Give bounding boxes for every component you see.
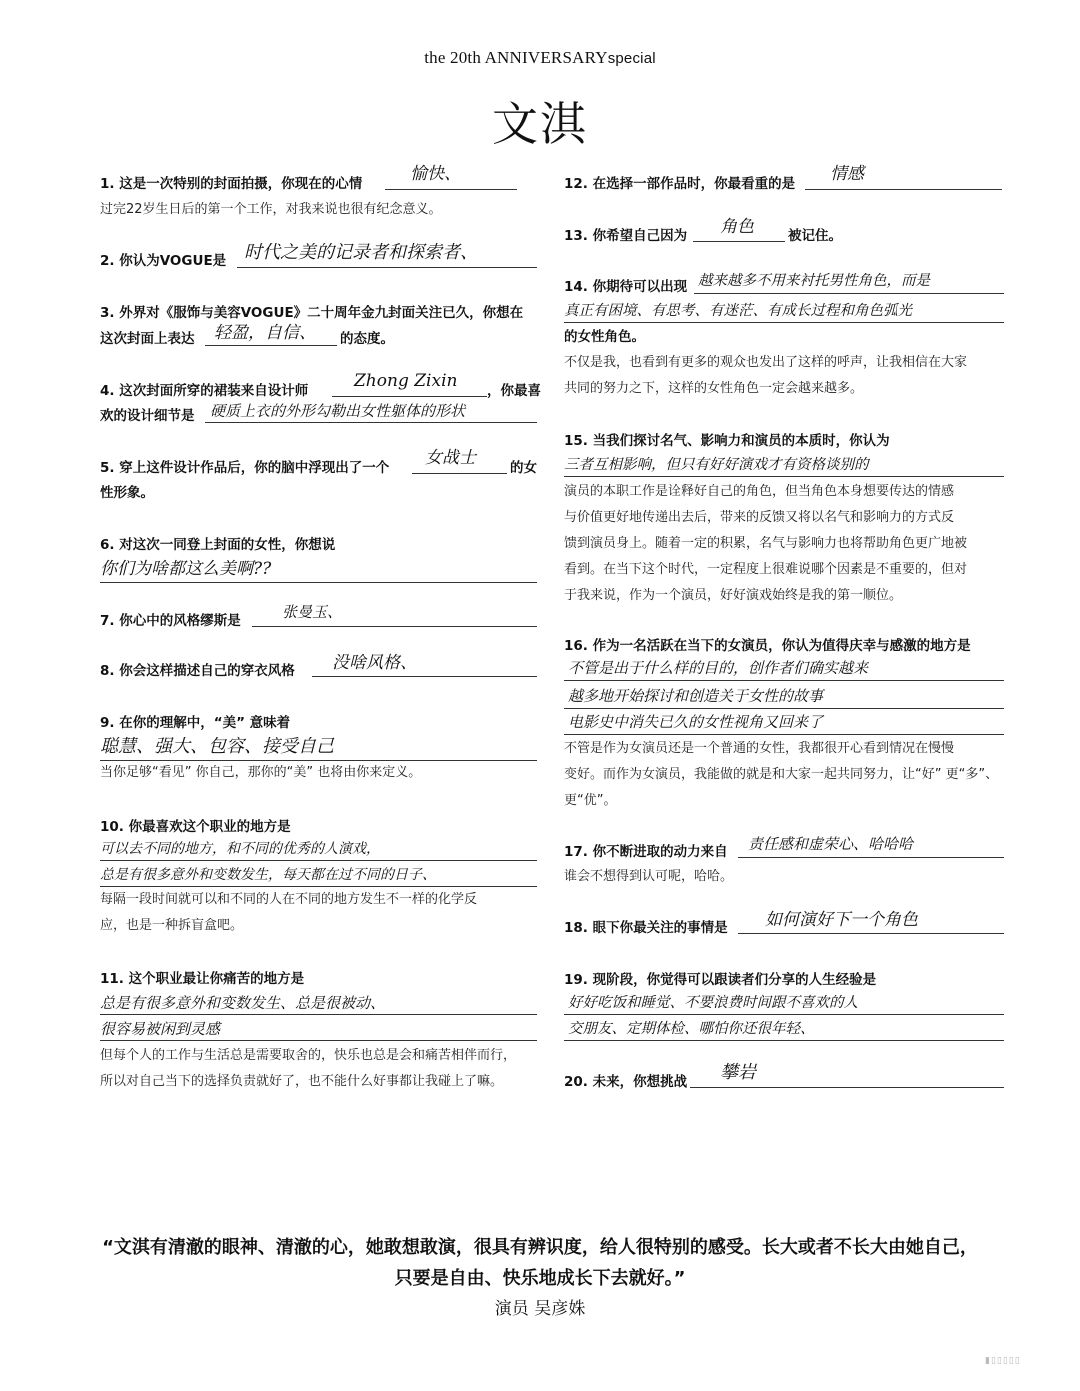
answer-19-line1: 好好吃饭和睡觉、不要浪费时间跟不喜欢的人 (568, 995, 858, 1011)
answer-11-line2: 很容易被闲到灵感 (100, 1020, 221, 1038)
question-20: 20. 未来，你想挑战 (564, 1074, 688, 1090)
answer-line (100, 760, 537, 761)
question-7: 7. 你心中的风格缪斯是 (100, 613, 241, 629)
answer-line (738, 857, 1004, 858)
answer-line (252, 626, 537, 627)
question-4-line1-end: ，你最喜 (487, 383, 541, 399)
note-1: 过完22岁生日后的第一个工作，对我来说也很有纪念意义。 (100, 202, 442, 217)
note-14-line2: 共同的努力之下，这样的女性角色一定会越来越多。 (564, 381, 864, 396)
answer-line (205, 345, 337, 346)
question-19: 19. 现阶段，你觉得可以跟读者们分享的人生经验是 (564, 972, 877, 988)
answer-line (332, 396, 487, 397)
answer-line (564, 734, 1004, 735)
header-number: 20th (450, 48, 482, 67)
answer-line (385, 189, 517, 190)
note-15-line1: 演员的本职工作是诠释好自己的角色，但当角色本身想要传达的情感 (564, 484, 955, 499)
answer-line (738, 933, 1004, 934)
question-10: 10. 你最喜欢这个职业的地方是 (100, 819, 291, 835)
question-11: 11. 这个职业最让你痛苦的地方是 (100, 971, 305, 987)
question-3-line1: 3. 外界对《服饰与美容VOGUE》二十周年金九封面关注已久，你想在 (100, 305, 524, 321)
answer-line (564, 680, 1004, 681)
quote-attribution: 演员 吴彦姝 (494, 1299, 586, 1319)
answer-line (690, 1087, 1004, 1088)
answer-17: 责任感和虚荣心、哈哈哈 (748, 835, 914, 853)
answer-line (100, 1014, 537, 1015)
question-13: 13. 你希望自己因为 (564, 228, 688, 244)
question-9: 9. 在你的理解中，“美” 意味着 (100, 715, 291, 731)
answer-line (564, 708, 1004, 709)
answer-line (564, 1014, 1004, 1015)
answer-16-line3: 电影史中消失已久的女性视角又回来了 (568, 713, 824, 731)
note-17: 谁会不想得到认可呢，哈哈。 (564, 869, 734, 884)
question-15: 15. 当我们探讨名气、影响力和演员的本质时，你认为 (564, 433, 890, 449)
answer-line (694, 293, 1004, 294)
answer-20: 攀岩 (720, 1062, 756, 1083)
answer-line (412, 473, 507, 474)
question-5-line2: 性形象。 (100, 485, 154, 501)
note-9: 当你足够“看见” 你自己，那你的“美” 也将由你来定义。 (100, 765, 422, 780)
answer-18: 如何演好下一个角色 (765, 910, 918, 930)
question-6: 6. 对这次一同登上封面的女性，你想说 (100, 537, 336, 553)
header-anniversary: ANNIVERSARY (484, 48, 608, 67)
question-2: 2. 你认为VOGUE是 (100, 253, 227, 269)
page-title: 文淇 (492, 97, 588, 151)
question-8: 8. 你会这样描述自己的穿衣风格 (100, 663, 295, 679)
answer-line (564, 476, 1004, 477)
answer-11-line1: 总是有很多意外和变数发生、总是很被动、 (100, 994, 386, 1012)
question-16: 16. 作为一名活跃在当下的女演员，你认为值得庆幸与感激的地方是 (564, 638, 971, 654)
answer-10-line1: 可以去不同的地方，和不同的优秀的人演戏， (100, 841, 380, 857)
answer-14-line2: 真正有困境、有思考、有迷茫、有成长过程和角色弧光 (564, 303, 912, 319)
question-4-line1: 4. 这次封面所穿的裙装来自设计师 (100, 383, 309, 399)
answer-1: 愉快、 (410, 164, 461, 184)
answer-4-detail: 硬质上衣的外形勾勒出女性躯体的形状 (210, 402, 466, 420)
answer-4-designer: Zhong Zixin (354, 371, 458, 391)
answer-10-line2: 总是有很多意外和变数发生，每天都在过不同的日子、 (100, 867, 436, 883)
note-15-line4: 看到。在当下这个时代，一定程度上很难说哪个因素是不重要的，但对 (564, 562, 968, 577)
note-11-line1: 但每个人的工作与生活总是需要取舍的，快乐也总是会和痛苦相伴而行， (100, 1048, 517, 1063)
answer-line (693, 241, 785, 242)
question-17: 17. 你不断进取的动力来自 (564, 844, 728, 860)
answer-3: 轻盈，自信、 (214, 323, 316, 343)
answer-line (564, 322, 1004, 323)
answer-6: 你们为啥都这么美啊?? (100, 559, 272, 579)
header-special: special (607, 50, 656, 67)
question-12: 12. 在选择一部作品时，你最看重的是 (564, 176, 796, 192)
answer-line (205, 422, 537, 423)
note-16-line1: 不管是作为女演员还是一个普通的女性，我都很开心看到情况在慢慢 (564, 741, 955, 756)
note-16-line3: 更“优”。 (564, 793, 617, 808)
note-15-line2: 与价值更好地传递出去后，带来的反馈又将以名气和影响力的方式反 (564, 510, 955, 525)
question-5-line1: 5. 穿上这件设计作品后，你的脑中浮现出了一个 (100, 460, 390, 476)
answer-9: 聪慧、强大、包容、接受自己 (100, 736, 334, 757)
answer-line (100, 582, 537, 583)
answer-line (100, 886, 537, 887)
answer-2: 时代之美的记录者和探索者、 (244, 242, 478, 263)
page-dots-indicator: ▮▯▯▯▯▯ (985, 1356, 1021, 1366)
answer-14-line1: 越来越多不用来衬托男性角色，而是 (698, 273, 930, 289)
answer-5: 女战士 (425, 448, 476, 468)
answer-7: 张曼玉、 (282, 603, 343, 621)
answer-16-line1: 不管是出于什么样的目的，创作者们确实越来 (568, 659, 869, 677)
answer-15: 三者互相影响，但只有好好演戏才有资格谈别的 (564, 457, 869, 473)
answer-line (100, 1040, 537, 1041)
note-16-line2: 变好。而作为女演员，我能做的就是和大家一起共同努力，让“好” 更“多”、 (564, 767, 999, 782)
answer-line (100, 860, 537, 861)
quote-line-2: 只要是自由、快乐地成长下去就好。” (394, 1268, 686, 1289)
answer-8: 没啥风格、 (332, 653, 417, 673)
question-18: 18. 眼下你最关注的事情是 (564, 920, 728, 936)
answer-line (237, 267, 537, 268)
answer-line (805, 189, 1002, 190)
question-1: 1. 这是一次特别的封面拍摄，你现在的心情 (100, 176, 363, 192)
note-10-line1: 每隔一段时间就可以和不同的人在不同的地方发生不一样的化学反 (100, 892, 478, 907)
note-11-line2: 所以对自己当下的选择负责就好了，也不能什么好事都让我碰上了嘛。 (100, 1074, 504, 1089)
quote-line-1: “文淇有清澈的眼神、清澈的心，她敢想敢演，很具有辨识度，给人很特别的感受。长大或者不长大由她自己， (102, 1237, 978, 1258)
answer-12: 情感 (830, 164, 864, 184)
question-3-line2: 这次封面上表达 (100, 331, 195, 347)
question-14: 14. 你期待可以出现 (564, 279, 688, 295)
answer-16-line2: 越多地开始探讨和创造关于女性的故事 (568, 687, 824, 705)
question-4-line2: 欢的设计细节是 (100, 408, 195, 424)
answer-19-line2: 交朋友、定期体检、哪怕你还很年轻、 (568, 1021, 815, 1037)
answer-line (564, 1040, 1004, 1041)
answer-line (312, 676, 537, 677)
note-15-line5: 于我来说，作为一个演员，好好演戏始终是我的第一顺位。 (564, 588, 903, 603)
note-15-line3: 馈到演员身上。随着一定的积累，名气与影响力也将帮助角色更广地被 (564, 536, 968, 551)
question-5-line1-end: 的女 (510, 460, 537, 476)
question-13-end: 被记住。 (788, 228, 842, 244)
question-14-end: 的女性角色。 (564, 329, 645, 345)
answer-13: 角色 (720, 217, 754, 237)
header-the: the (424, 48, 446, 67)
note-10-line2: 应，也是一种拆盲盒吧。 (100, 918, 244, 933)
magazine-header (0, 48, 1080, 68)
question-3-line2-end: 的态度。 (340, 331, 394, 347)
note-14-line1: 不仅是我，也看到有更多的观众也发出了这样的呼声，让我相信在大家 (564, 355, 968, 370)
